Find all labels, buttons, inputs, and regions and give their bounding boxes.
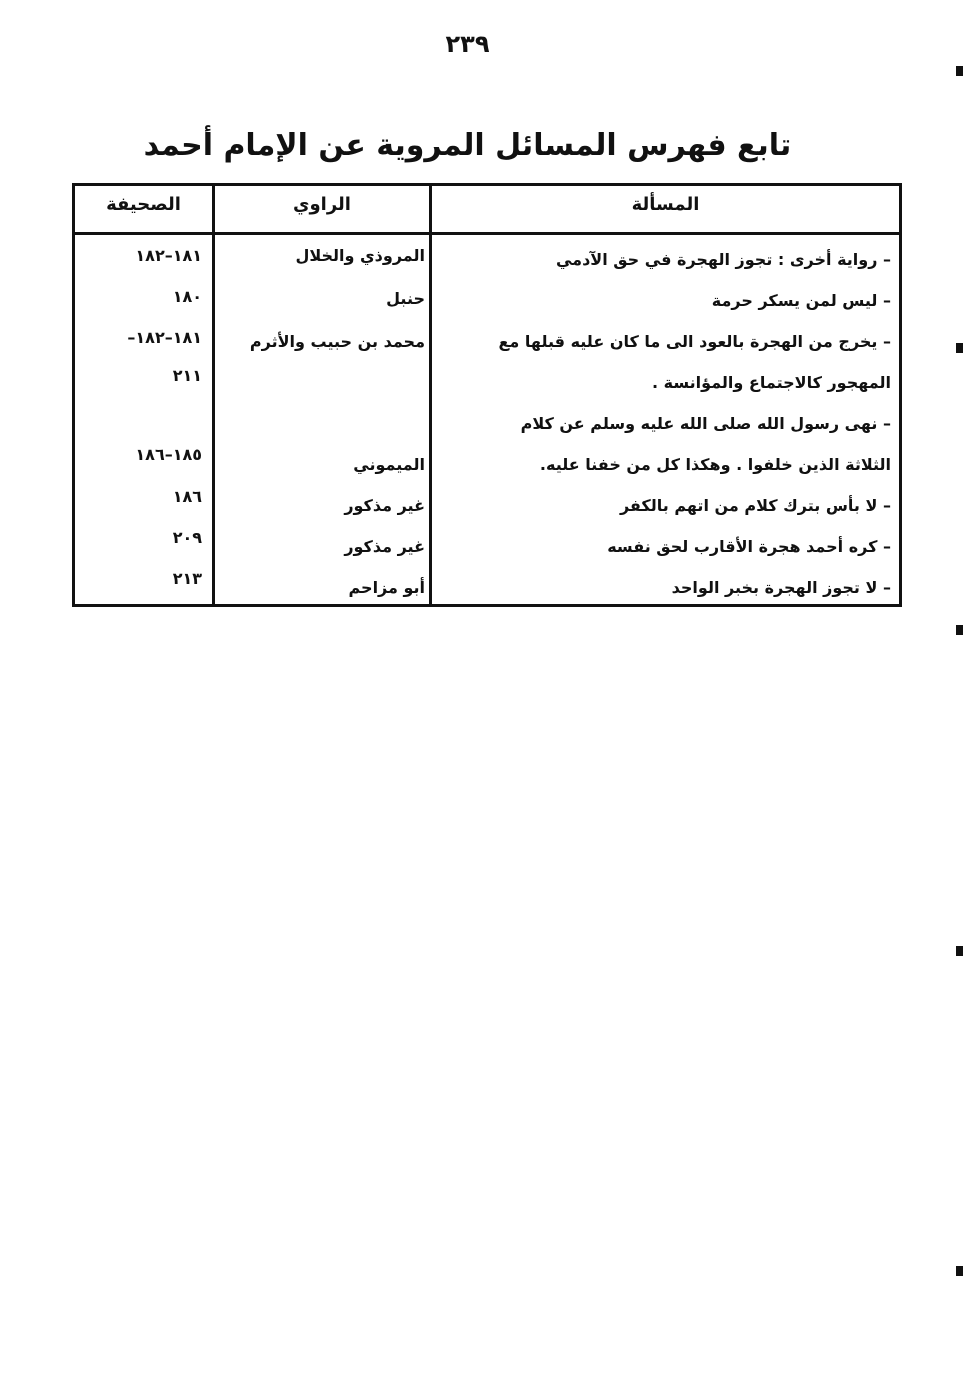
- issue-line: – رواية أخرى : تجوز الهجرة في حق الآدمي: [555, 250, 891, 269]
- issue-line: – كره أحمد هجرة الأقارب لحق نفسه: [607, 537, 891, 556]
- narrator-line: الميموني: [353, 455, 425, 474]
- issue-line: – لا تجوز الهجرة بخبر الواحد: [671, 578, 891, 597]
- narrator-line: أبو مزاحم: [348, 578, 425, 597]
- table-header-row: [75, 186, 899, 235]
- scan-edge-mark: [956, 625, 963, 635]
- header-issue: المسألة: [631, 194, 700, 215]
- scan-edge-mark: [956, 946, 963, 956]
- page-ref: ٢١١: [172, 366, 202, 385]
- scan-edge-mark: [956, 1266, 963, 1276]
- issue-line: الثلاثة الذين خلفوا . وهكذا كل من خفنا عليه.: [539, 455, 891, 474]
- page-ref: ٢١٣: [172, 569, 202, 588]
- scan-edge-mark: [956, 66, 963, 76]
- issue-line: – لا بأس بترك كلام من اتهم بالكفر: [619, 496, 891, 515]
- column-divider: [429, 186, 432, 604]
- narrator-line: غير مذكور: [344, 496, 425, 515]
- header-narrator: الراوي: [293, 194, 351, 215]
- page-ref: ١٨١–١٨٢–: [127, 328, 202, 347]
- narrator-line: المروذي والخلال: [295, 246, 425, 265]
- issue-line: – يخرج من الهجرة بالعود الى ما كان عليه قبلها مع: [498, 332, 891, 351]
- page-ref: ١٨٦: [172, 487, 202, 506]
- issue-line: – ليس لمن يسكر حرمة: [711, 291, 891, 310]
- index-table: [72, 183, 902, 607]
- page-ref: ١٨٥–١٨٦: [135, 445, 202, 464]
- page-title: تابع فهرس المسائل المروية عن الإمام أحمد: [143, 128, 792, 163]
- page-number: ٢٣٩: [445, 30, 490, 58]
- page-ref: ٢٠٩: [172, 528, 202, 547]
- narrator-line: غير مذكور: [344, 537, 425, 556]
- column-divider: [212, 186, 215, 604]
- page-ref: ١٨١–١٨٢: [135, 246, 202, 265]
- header-page: الصحيفة: [106, 194, 181, 215]
- issue-line: – نهى رسول الله صلى الله عليه وسلم عن كلام: [520, 414, 891, 433]
- page-ref: ١٨٠: [172, 287, 202, 306]
- narrator-line: محمد بن حبيب والأثرم: [249, 332, 425, 351]
- issue-line: المهجور كالاجتماع والمؤانسة .: [652, 373, 891, 392]
- scan-edge-mark: [956, 343, 963, 353]
- narrator-line: حنبل: [386, 289, 425, 308]
